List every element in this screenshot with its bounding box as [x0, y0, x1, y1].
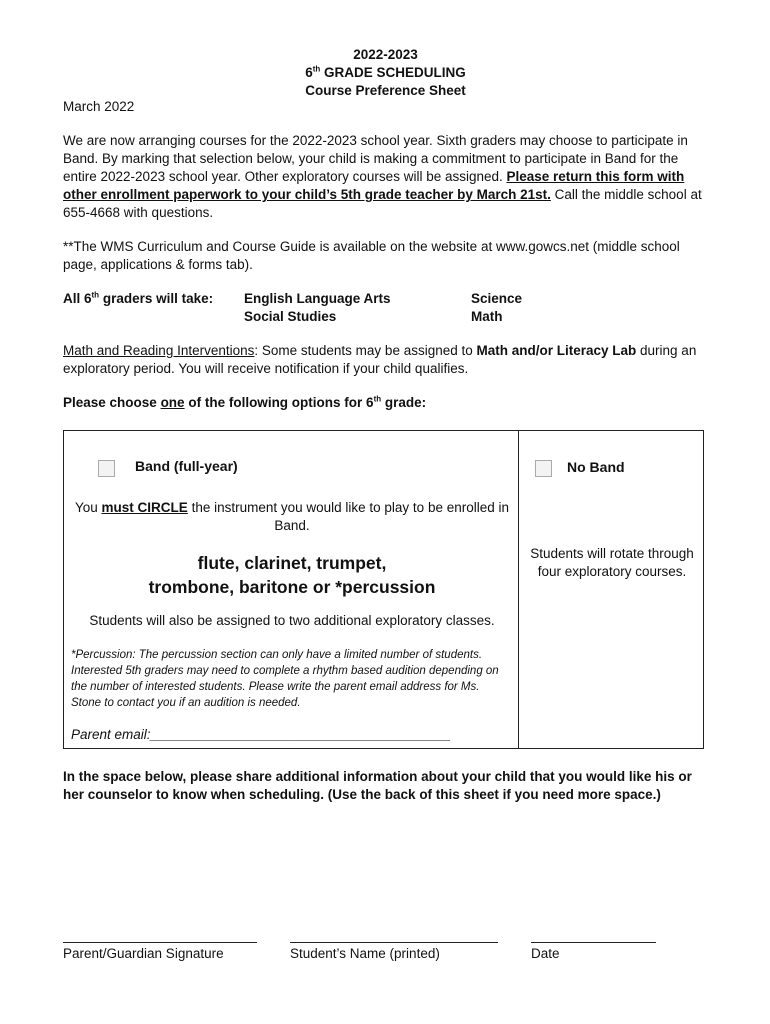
- percussion-note: *Percussion: The percussion section can only have a limited number of students. Interested 5th graders may need to complete a rhythm based audition depending on the number of interested students. Please write the parent email address for Ms. Stone to contact you if an audition is needed.: [71, 649, 499, 709]
- band-checkbox[interactable]: [98, 460, 115, 477]
- course-math: Math: [471, 309, 503, 324]
- course-social-studies: Social Studies: [244, 309, 337, 324]
- required-col-1: [244, 290, 471, 326]
- instrument-line-2: trombone, baritone or *percussion: [148, 577, 436, 597]
- additional-classes-note: Students will also be assigned to two additional exploratory classes.: [89, 613, 495, 628]
- parent-signature-label: Parent/Guardian Signature: [63, 946, 224, 961]
- additional-info-prompt: In the space below, please share additional information about your child that you would like his or her counselor to know when scheduling. (Use the back of this sheet if you need more space.): [63, 769, 692, 802]
- scheduling-title: 6th GRADE SCHEDULING: [305, 64, 466, 80]
- school-year: 2022-2023: [353, 47, 418, 62]
- curriculum-note: **The WMS Curriculum and Course Guide is available on the website at www.gowcs.net (middle school page, applications & forms tab).: [63, 239, 680, 272]
- noband-option-cell: [519, 431, 703, 748]
- circle-instructions: You must CIRCLE the instrument you would like to play to be enrolled in Band.: [75, 500, 509, 533]
- student-name-label: Student’s Name (printed): [290, 946, 440, 961]
- document-body: [63, 98, 708, 412]
- course-ela: English Language Arts: [244, 291, 391, 306]
- options-table: [63, 430, 704, 749]
- noband-description: Students will rotate through four exploratory courses.: [530, 546, 694, 579]
- band-option-title: Band (full-year): [135, 458, 238, 474]
- course-science: Science: [471, 291, 523, 306]
- noband-checkbox[interactable]: [535, 460, 552, 477]
- parent-signature-line[interactable]: [63, 928, 257, 943]
- intro-paragraph: We are now arranging courses for the 2022-2023 school year. Sixth graders may choose to participate in Band. By marking that selection below, your child is making a commitment to participate in Band for the entire 2022-2023 school year. Other exploratory courses will be assigned. Please return this form with other enrollment paperwork to your child’s 5th grade teacher by March 21st. Call the middle school at 655-4668 with questions.: [63, 133, 702, 220]
- choose-instruction: Please choose one of the following options for 6th grade:: [63, 394, 427, 410]
- required-col-2: [471, 290, 671, 326]
- instrument-list: [72, 551, 512, 599]
- date-label: Date: [531, 946, 560, 961]
- document-header: [63, 46, 708, 100]
- student-name-block: [290, 928, 498, 963]
- parent-signature-block: [63, 928, 257, 963]
- date-line[interactable]: [531, 928, 656, 943]
- interventions-paragraph: Math and Reading Interventions: Some students may be assigned to Math and/or Literacy Lab during an exploratory period. You will receive notification if your child qualifies.: [63, 343, 697, 376]
- student-name-line[interactable]: [290, 928, 498, 943]
- document-date: March 2022: [63, 99, 135, 114]
- parent-email-field[interactable]: Parent email:________________________________________: [71, 727, 451, 742]
- required-courses: [63, 290, 708, 326]
- date-block: [531, 928, 656, 963]
- required-label: All 6th graders will take:: [63, 290, 214, 306]
- instrument-line-1: flute, clarinet, trumpet,: [197, 553, 387, 573]
- return-instructions: Please return this form with other enrollment paperwork to your child’s 5th grade teacher by March 21st.: [63, 169, 685, 202]
- sheet-title: Course Preference Sheet: [305, 83, 466, 98]
- noband-option-title: No Band: [567, 459, 625, 475]
- band-option-cell: [64, 431, 519, 748]
